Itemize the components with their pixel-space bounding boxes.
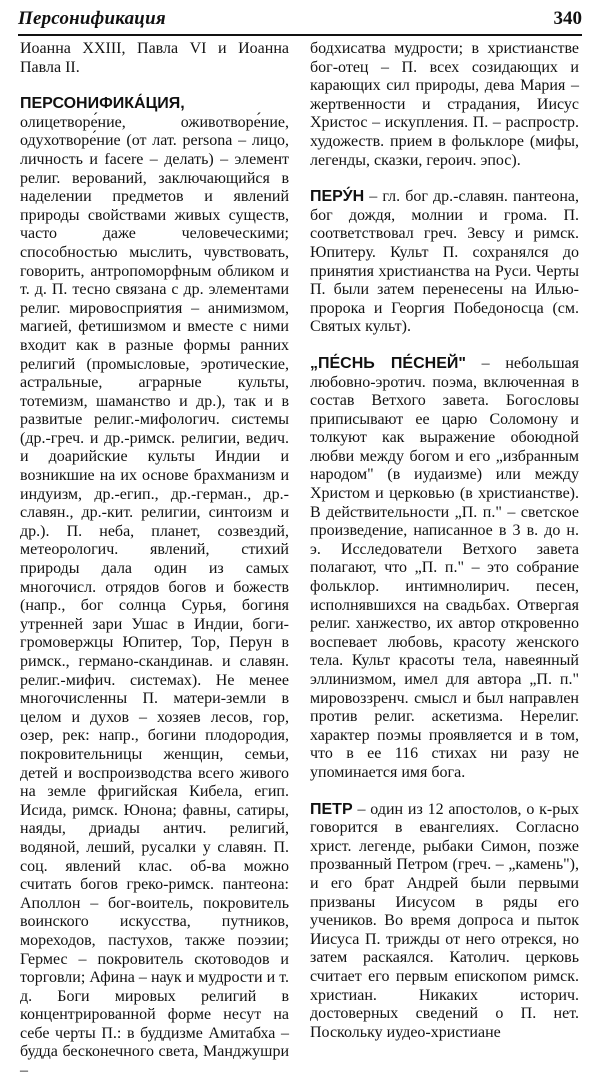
entry-text: олицетворе́ние, оживотворе́ние, одухотворе́ние (от лат. persona – лицо, личность и facere – делать) – элемент религ. верований, заключающийся в наделении предметов и явлений природы свойствами живых существ, часто даже человеческими; способностью мыслить, чувствовать, говорить, антропоморфным обликом и т. д. П. тесно связана с др. элементами религ. мировосприятия – анимизмом, магией, фетишизмом и вместе с ними входит как в разные формы ранних религий (промысловые, эротические, астральные, аграрные культы, тотемизм, шаманство и др.), так и в развитые религ.-мифологич. системы (др.-греч. и др.-римск. религии, ведич. и доарийские культы Индии и возникшие на их основе брахманизм и индуизм, др.-егип., др.-герман., др.-славян., др.-кит. религии, синтоизм и др.). П. неба, планет, созвездий, метеорологич. явлений, стихий природы дала один из самых многочисл. отрядов богов и божеств (напр., бог солнца Сурья, богиня утренней зари Ушас в Индии, боги-громовержцы Юпитер, Тор, Перун в римск., германо-скандинав. и славян. религ.-мифич. системах). Не менее многочисленны П. матери-земли в целом и духов – хозяев лесов, гор, озер, рек: напр., богини плодородия, покровительницы женщин, семьи, детей и воспроизводства всего живого на земле фригийская Кибела, егип. Исида, римск. Юнона; фавны, сатиры, наяды, дриады антич. религий, водяной, леший, русалки у славян. П. соц. явлений клас. об-ва можно считать богов греко-римск. пантеона: Аполлон – бог-воитель, покровитель воинского искусства, путников, мореходов, пастухов, также поэзии; Гермес – покровитель скотоводов и торговли; Афина – наук и мудрости и т. д. Боги мировых религий в концентрированной форме несут на себе черты П.: в буддизме Амитабха – будда бесконечного света, Манджушри – [20, 113, 289, 1080]
running-header [18, 8, 582, 36]
continued-paragraph: Иоанна XXIII, Павла VI и Иоанна Павла II. [20, 40, 289, 76]
entry-song-of-songs [310, 355, 579, 783]
continued-paragraph: бодхисатва мудрости; в христианстве бог-отец – П. всех созидающих и карающих сил природы, дева Мария – жертвенности и страдания, Иисус Христос – искупления. П. – распростр. художеств. прием в фольклоре (мифы, легенды, сказки, героич. эпос). [310, 40, 579, 169]
right-column [310, 40, 579, 1042]
entry-peter [310, 801, 579, 1043]
left-column [20, 40, 289, 1081]
running-title: Персонификация [18, 8, 166, 29]
page-number: 340 [553, 8, 582, 29]
entry-headword: ПЕРУ́Н [310, 188, 365, 206]
entry-headword: ПЕТР [310, 800, 353, 818]
entry-text: – небольшая любовно-эротич. поэма, включенная в состав Ветхого завета. Богословы приписывают ее царю Соломону и толкуют как выражение обоюдной любви между богом и его „избранным народом" (в иудаизме) или между Христом и церковью (в христианстве). В действительности „П. п." – светское произведение, написанное в 3 в. до н. э. Исследователи Ветхого завета полагают, что „П. п." – это собрание фольклор. интимнолирич. песен, исполнявшихся на свадьбах. Отвергая религ. ханжество, их автор откровенно воспевает любовь, красоту женского тела. Культ красоты тела, навеянный эллинизмом, имел для автора „П. п." мировоззренч. смысл и был направлен против религ. аскетизма. Нерелиг. характер поэмы проявляется и в том, что в ее 116 стихах ни разу не упоминается имя бога. [310, 354, 580, 781]
entry-headword: ПЕРСОНИФИКА́ЦИЯ, [20, 95, 185, 113]
entry-text: – гл. бог др.-славян. пантеона, бог дождя, молнии и грома. П. соответствовал греч. Зевсу и римск. Юпитеру. Культ П. сохранялся до принятия христианства на Руси. Черты П. были затем перенесены на Илью-пророка и Георгия Победоносца (см. Святых культ). [310, 188, 580, 336]
entry-personification [20, 95, 289, 1080]
entry-headword: „ПЕ́СНЬ ПЕ́СНЕЙ" [310, 354, 466, 372]
entry-text: – один из 12 апостолов, о к-рых говорится в евангелиях. Согласно христ. легенде, рыбаки Симон, позже прозванный Петром (греч. – „камень"), и его брат Андрей были первыми призваны Иисусом в ряды его учеников. Во время допроса и пыток Иисуса П. трижды от него отрекся, но затем раскаялся. Католич. церковь считает его первым епископом римск. христиан. Никаких историч. достоверных сведений о П. нет. Поскольку иудео-христиане [310, 800, 579, 1041]
entry-perun [310, 188, 579, 337]
